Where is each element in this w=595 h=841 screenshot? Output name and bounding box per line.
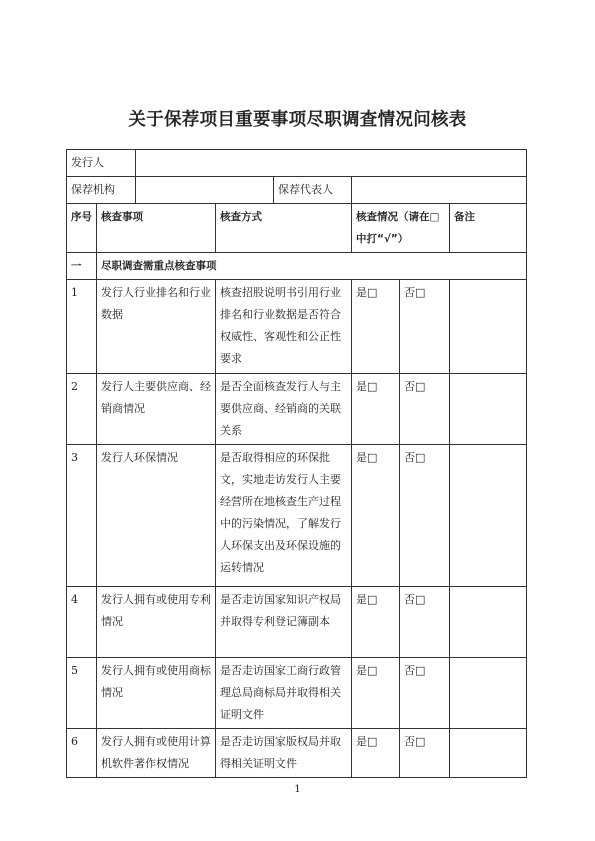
no-checkbox[interactable]: 否□	[400, 729, 450, 778]
sponsor-org-label: 保荐机构	[67, 177, 136, 204]
col-header-method: 核查方式	[216, 204, 352, 253]
row-note	[450, 729, 527, 778]
yes-checkbox[interactable]: 是□	[352, 445, 400, 587]
yes-checkbox[interactable]: 是□	[352, 658, 400, 729]
table-row	[67, 445, 527, 587]
row-method: 核查招股说明书引用行业排名和行业数据是否符合权威性、客观性和公正性要求	[216, 280, 352, 374]
issuer-value	[136, 150, 527, 177]
col-header-note: 备注	[450, 204, 527, 253]
verification-table	[66, 149, 527, 778]
col-header-seq: 序号	[67, 204, 97, 253]
row-note	[450, 280, 527, 374]
table-row	[67, 374, 527, 445]
row-item: 发行人行业排名和行业数据	[97, 280, 216, 374]
row-item: 发行人环保情况	[97, 445, 216, 587]
issuer-label: 发行人	[67, 150, 136, 177]
no-checkbox[interactable]: 否□	[400, 587, 450, 658]
row-number: 3	[67, 445, 97, 587]
col-header-status: 核查情况（请在□中打“√”）	[352, 204, 450, 253]
row-number: 1	[67, 280, 97, 374]
page-title: 关于保荐项目重要事项尽职调查情况问核表	[128, 110, 467, 130]
row-note	[450, 658, 527, 729]
no-checkbox[interactable]: 否□	[400, 280, 450, 374]
row-method: 是否走访国家工商行政管理总局商标局并取得相关证明文件	[216, 658, 352, 729]
yes-checkbox[interactable]: 是□	[352, 729, 400, 778]
row-item: 发行人拥有或使用计算机软件著作权情况	[97, 729, 216, 778]
row-item: 发行人主要供应商、经销商情况	[97, 374, 216, 445]
yes-checkbox[interactable]: 是□	[352, 280, 400, 374]
row-note	[450, 587, 527, 658]
table-row	[67, 280, 527, 374]
yes-checkbox[interactable]: 是□	[352, 587, 400, 658]
row-item: 发行人拥有或使用专利情况	[97, 587, 216, 658]
section-title: 尽职调查需重点核查事项	[97, 253, 527, 280]
row-note	[450, 445, 527, 587]
table-row	[67, 587, 527, 658]
sponsor-org-value	[136, 177, 274, 204]
sponsor-rep-value	[352, 177, 527, 204]
no-checkbox[interactable]: 否□	[400, 658, 450, 729]
row-number: 5	[67, 658, 97, 729]
row-number: 2	[67, 374, 97, 445]
table-row	[67, 729, 527, 778]
table-row	[67, 658, 527, 729]
row-number: 6	[67, 729, 97, 778]
row-item: 发行人拥有或使用商标情况	[97, 658, 216, 729]
sponsor-rep-label: 保荐代表人	[274, 177, 352, 204]
yes-checkbox[interactable]: 是□	[352, 374, 400, 445]
row-method: 是否走访国家知识产权局并取得专利登记簿副本	[216, 587, 352, 658]
row-number: 4	[67, 587, 97, 658]
section-number: 一	[67, 253, 97, 280]
no-checkbox[interactable]: 否□	[400, 445, 450, 587]
page-number: 1	[294, 784, 301, 795]
row-method: 是否走访国家版权局并取得相关证明文件	[216, 729, 352, 778]
col-header-item: 核查事项	[97, 204, 216, 253]
row-method: 是否全面核查发行人与主要供应商、经销商的关联关系	[216, 374, 352, 445]
row-method: 是否取得相应的环保批文，实地走访发行人主要经营所在地核查生产过程中的污染情况，了解发行人环保支出及环保设施的运转情况	[216, 445, 352, 587]
no-checkbox[interactable]: 否□	[400, 374, 450, 445]
row-note	[450, 374, 527, 445]
